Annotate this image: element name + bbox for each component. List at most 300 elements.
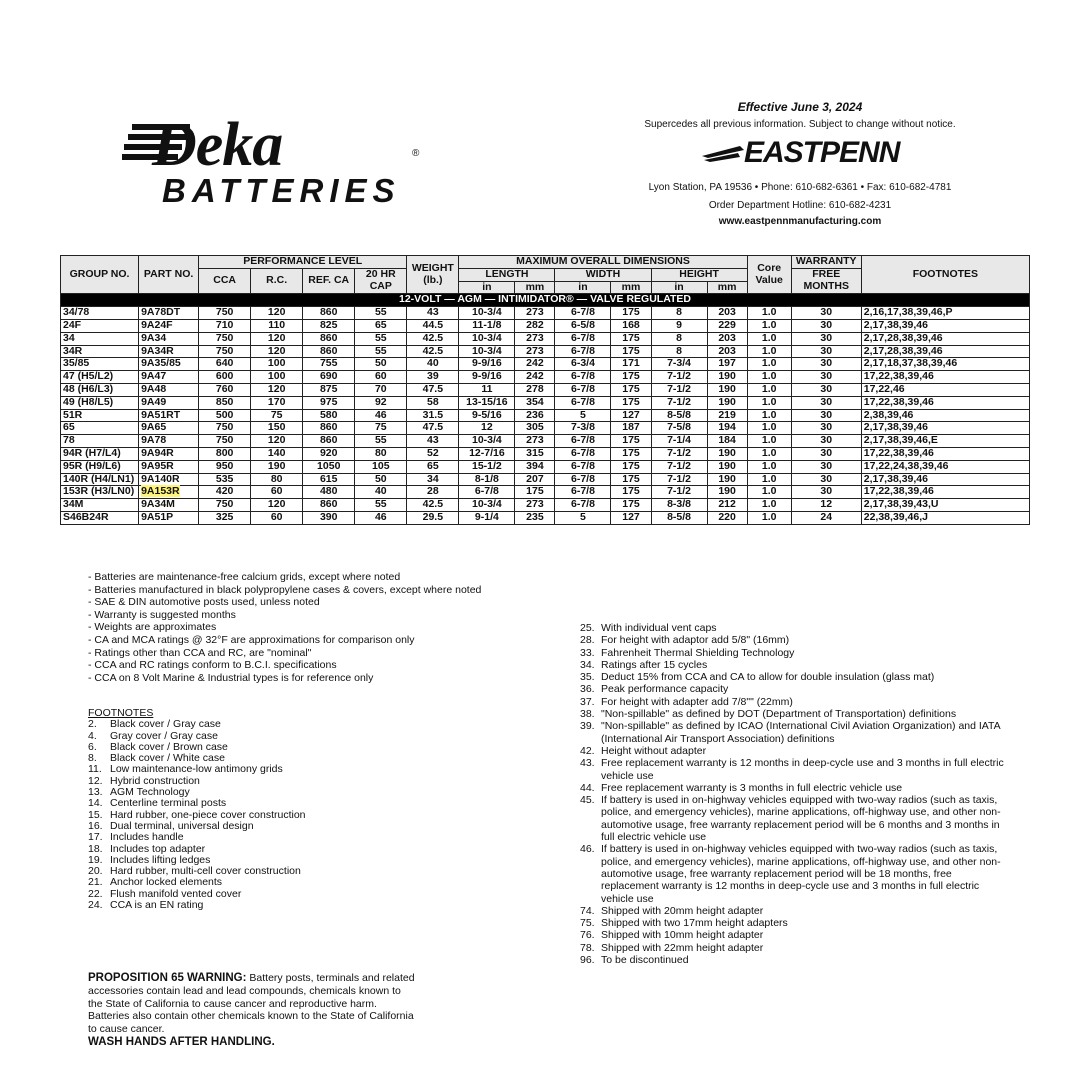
footnote-number: 46. — [580, 843, 595, 856]
company-address: Lyon Station, PA 19536 • Phone: 610-682-6361 • Fax: 610-682-4781 — [648, 182, 952, 193]
core-value-cell: 1.0 — [747, 460, 791, 473]
footnote-number: 42. — [580, 744, 595, 757]
length-mm-cell: 273 — [515, 345, 555, 358]
warranty-cell: 30 — [791, 409, 861, 422]
ref-ca-cell: 480 — [303, 486, 355, 499]
length-mm-cell: 207 — [515, 473, 555, 486]
width-mm-cell: 127 — [611, 511, 651, 524]
width-mm-cell: 171 — [611, 358, 651, 371]
weight-cell: 44.5 — [407, 319, 459, 332]
width-mm-cell: 175 — [611, 345, 651, 358]
part-no-cell: 9A95R — [139, 460, 199, 473]
footnote-item — [580, 905, 1010, 917]
footnote-number: 74. — [580, 904, 595, 917]
part-no-cell: 9A34M — [139, 499, 199, 512]
rc-cell: 110 — [251, 319, 303, 332]
ref-ca-cell: 825 — [303, 319, 355, 332]
footnote-text: Black cover / White case — [110, 752, 225, 765]
length-in-cell: 10-3/4 — [459, 307, 515, 320]
footnotes-cell: 2,38,39,46 — [861, 409, 1029, 422]
footnote-text: Hybrid construction — [110, 774, 200, 787]
length-mm-cell: 175 — [515, 486, 555, 499]
height-in-cell: 9 — [651, 319, 707, 332]
width-mm-cell: 175 — [611, 332, 651, 345]
length-mm-cell: 273 — [515, 499, 555, 512]
footnotes-cell: 2,17,38,39,46,E — [861, 435, 1029, 448]
group-no-cell: 34 — [61, 332, 139, 345]
footnote-number: 25. — [580, 622, 595, 634]
col-width: WIDTH — [555, 268, 651, 281]
footnote-item — [580, 634, 1010, 646]
note-line: - Warranty is suggested months — [88, 608, 236, 621]
ref-ca-cell: 860 — [303, 499, 355, 512]
footnote-text: Includes lifting ledges — [110, 853, 211, 866]
width-mm-cell: 175 — [611, 307, 651, 320]
core-value-cell: 1.0 — [747, 307, 791, 320]
warranty-cell: 30 — [791, 307, 861, 320]
warranty-cell: 30 — [791, 383, 861, 396]
length-in-cell: 15-1/2 — [459, 460, 515, 473]
table-row — [61, 345, 1030, 358]
height-mm-cell: 190 — [707, 486, 747, 499]
table-row — [61, 332, 1030, 345]
weight-cell: 39 — [407, 371, 459, 384]
group-no-cell: 34R — [61, 345, 139, 358]
cap-cell: 92 — [355, 396, 407, 409]
footnote-item — [580, 671, 1010, 683]
footnote-number: 18. — [88, 842, 103, 855]
footnotes-left — [88, 708, 306, 911]
footnote-text: AGM Technology — [110, 786, 190, 799]
cap-cell: 40 — [355, 486, 407, 499]
eastpenn-wordmark: EASTPENN — [744, 136, 900, 169]
weight-cell: 40 — [407, 358, 459, 371]
registered-mark: ® — [412, 148, 420, 159]
order-hotline: Order Department Hotline: 610-682-4231 — [708, 200, 892, 211]
spec-table-body — [61, 294, 1030, 524]
warranty-cell: 30 — [791, 319, 861, 332]
cap-cell: 75 — [355, 422, 407, 435]
width-in-cell: 6-7/8 — [555, 447, 611, 460]
footnotes-cell: 17,22,24,38,39,46 — [861, 460, 1029, 473]
width-mm-cell: 175 — [611, 499, 651, 512]
footnote-item — [580, 782, 1010, 794]
core-value-cell: 1.0 — [747, 422, 791, 435]
col-cca: CCA — [199, 268, 251, 294]
footnotes-cell: 22,38,39,46,J — [861, 511, 1029, 524]
cap-cell: 80 — [355, 447, 407, 460]
table-row — [61, 358, 1030, 371]
width-in-cell: 6-7/8 — [555, 460, 611, 473]
height-in-cell: 8-5/8 — [651, 511, 707, 524]
footnote-number: 45. — [580, 794, 595, 807]
core-value-cell: 1.0 — [747, 371, 791, 384]
table-row — [61, 307, 1030, 320]
length-mm-cell: 282 — [515, 319, 555, 332]
col-warranty: WARRANTY — [791, 256, 861, 269]
length-in-cell: 9-1/4 — [459, 511, 515, 524]
footnote-item — [580, 917, 1010, 929]
note-line: - CCA on 8 Volt Marine & Industrial types is for reference only — [88, 671, 374, 684]
core-value-cell: 1.0 — [747, 409, 791, 422]
length-mm-cell: 354 — [515, 396, 555, 409]
col-20hr-cap: 20 HR CAP — [355, 268, 407, 294]
height-in-cell: 7-1/2 — [651, 473, 707, 486]
rc-cell: 120 — [251, 435, 303, 448]
height-mm-cell: 190 — [707, 460, 747, 473]
length-in-cell: 9-9/16 — [459, 358, 515, 371]
highlighted-part-no: 9A153R — [141, 485, 180, 498]
footnote-item — [580, 683, 1010, 695]
rc-cell: 190 — [251, 460, 303, 473]
footnote-number: 39. — [580, 720, 595, 733]
col-max-dimensions: MAXIMUM OVERALL DIMENSIONS — [459, 256, 747, 269]
footnote-number: 11. — [88, 763, 102, 776]
company-header — [620, 98, 980, 227]
width-mm-cell: 187 — [611, 422, 651, 435]
weight-cell: 47.5 — [407, 383, 459, 396]
footnote-item — [88, 900, 306, 911]
footnote-text: Black cover / Gray case — [110, 718, 221, 731]
height-mm-cell: 190 — [707, 396, 747, 409]
group-no-cell: 24F — [61, 319, 139, 332]
footnote-text: If battery is used in on-highway vehicles equipped with two-way radios (such as taxis, police, and emergency vehicles), marine applications, off-highway use, and other non-automotive usage, free warranty replacement period will be 18 months, free replacement warranty is 12 months in deep-cycle use and 3 months in full electric vehicle use — [601, 843, 1001, 905]
cca-cell: 750 — [199, 307, 251, 320]
cap-cell: 46 — [355, 511, 407, 524]
width-in-cell: 6-7/8 — [555, 435, 611, 448]
height-in-cell: 7-3/4 — [651, 358, 707, 371]
footnotes-cell: 2,17,38,39,46 — [861, 473, 1029, 486]
col-part-no: PART NO. — [139, 256, 199, 294]
table-row — [61, 409, 1030, 422]
height-in-cell: 7-1/2 — [651, 486, 707, 499]
footnote-item — [580, 954, 1010, 966]
footnotes-cell: 2,17,28,38,39,46 — [861, 332, 1029, 345]
width-mm-cell: 175 — [611, 371, 651, 384]
length-in-cell: 10-3/4 — [459, 499, 515, 512]
note-line: - Batteries are maintenance-free calcium grids, except where noted — [88, 571, 401, 583]
warranty-cell: 30 — [791, 332, 861, 345]
footnote-number: 14. — [88, 797, 103, 810]
cap-cell: 55 — [355, 499, 407, 512]
core-value-cell: 1.0 — [747, 435, 791, 448]
length-mm-cell: 273 — [515, 435, 555, 448]
group-no-cell: 47 (H5/L2) — [61, 371, 139, 384]
group-no-cell: 78 — [61, 435, 139, 448]
height-mm-cell: 229 — [707, 319, 747, 332]
group-no-cell: 95R (H9/L6) — [61, 460, 139, 473]
footnote-number: 37. — [580, 695, 595, 708]
group-no-cell: 34/78 — [61, 307, 139, 320]
footnote-number: 22. — [88, 887, 103, 900]
footnote-text: Shipped with two 17mm height adapters — [601, 917, 788, 930]
cap-cell: 70 — [355, 383, 407, 396]
weight-cell: 43 — [407, 307, 459, 320]
length-mm-cell: 242 — [515, 371, 555, 384]
col-core-value: Core Value — [747, 256, 791, 294]
ref-ca-cell: 860 — [303, 307, 355, 320]
height-mm-cell: 190 — [707, 383, 747, 396]
general-notes — [88, 571, 481, 684]
core-value-cell: 1.0 — [747, 447, 791, 460]
table-row — [61, 447, 1030, 460]
footnote-number: 17. — [88, 831, 103, 844]
part-no-cell: 9A94R — [139, 447, 199, 460]
col-free-months: FREE MONTHS — [791, 268, 861, 294]
part-no-cell: 9A78 — [139, 435, 199, 448]
height-mm-cell: 190 — [707, 473, 747, 486]
col-weight: WEIGHT (lb.) — [407, 256, 459, 294]
ref-ca-cell: 860 — [303, 435, 355, 448]
cca-cell: 850 — [199, 396, 251, 409]
warranty-cell: 30 — [791, 358, 861, 371]
footnote-text: To be discontinued — [601, 954, 689, 967]
rc-cell: 100 — [251, 371, 303, 384]
footnote-number: 96. — [580, 954, 595, 967]
width-mm-cell: 175 — [611, 473, 651, 486]
cap-cell: 60 — [355, 371, 407, 384]
footnote-item — [580, 647, 1010, 659]
weight-cell: 42.5 — [407, 499, 459, 512]
rc-cell: 140 — [251, 447, 303, 460]
cap-cell: 65 — [355, 319, 407, 332]
footnote-text: Shipped with 22mm height adapter — [601, 941, 764, 954]
length-mm-cell: 305 — [515, 422, 555, 435]
height-in-cell: 7-1/2 — [651, 447, 707, 460]
core-value-cell: 1.0 — [747, 473, 791, 486]
cca-cell: 750 — [199, 345, 251, 358]
eastpenn-logo — [700, 136, 900, 170]
footnotes-cell: 2,17,28,38,39,46 — [861, 345, 1029, 358]
table-row — [61, 473, 1030, 486]
height-in-cell: 8 — [651, 332, 707, 345]
part-no-cell: 9A49 — [139, 396, 199, 409]
core-value-cell: 1.0 — [747, 332, 791, 345]
footnote-item — [580, 942, 1010, 954]
length-in-cell: 10-3/4 — [459, 332, 515, 345]
table-row — [61, 435, 1030, 448]
rc-cell: 100 — [251, 358, 303, 371]
footnote-text: For height with adaptor add 5/8" (16mm) — [601, 634, 790, 647]
height-in-cell: 8 — [651, 345, 707, 358]
length-mm-cell: 235 — [515, 511, 555, 524]
prop65-warning — [88, 972, 418, 1049]
warranty-cell: 12 — [791, 499, 861, 512]
ref-ca-cell: 975 — [303, 396, 355, 409]
section-label: 12-VOLT — AGM — INTIMIDATOR® — VALVE REGULATED — [61, 294, 1030, 307]
company-website[interactable]: www.eastpennmanufacturing.com — [718, 216, 882, 227]
height-in-cell: 7-1/2 — [651, 371, 707, 384]
part-no-cell: 9A34R — [139, 345, 199, 358]
warranty-cell: 30 — [791, 371, 861, 384]
part-no-cell: 9A78DT — [139, 307, 199, 320]
footnote-text: Anchor locked elements — [110, 876, 223, 889]
footnote-item — [580, 757, 1010, 782]
footnote-text: For height with adapter add 7/8"" (22mm) — [601, 695, 793, 708]
weight-cell: 42.5 — [407, 345, 459, 358]
height-in-cell: 7-1/2 — [651, 383, 707, 396]
cap-cell: 105 — [355, 460, 407, 473]
height-in-cell: 8 — [651, 307, 707, 320]
footnote-item — [88, 798, 306, 809]
warranty-cell: 30 — [791, 345, 861, 358]
col-footnotes: FOOTNOTES — [861, 256, 1029, 294]
height-in-cell: 7-5/8 — [651, 422, 707, 435]
core-value-cell: 1.0 — [747, 486, 791, 499]
footnotes-cell: 17,22,38,39,46 — [861, 371, 1029, 384]
cca-cell: 420 — [199, 486, 251, 499]
height-in-cell: 7-1/2 — [651, 396, 707, 409]
table-row — [61, 422, 1030, 435]
ref-ca-cell: 860 — [303, 332, 355, 345]
weight-cell: 29.5 — [407, 511, 459, 524]
rc-cell: 120 — [251, 307, 303, 320]
cap-cell: 50 — [355, 473, 407, 486]
weight-cell: 34 — [407, 473, 459, 486]
part-no-cell: 9A65 — [139, 422, 199, 435]
group-no-cell: 153R (H3/LN0) — [61, 486, 139, 499]
group-no-cell: 65 — [61, 422, 139, 435]
table-row — [61, 460, 1030, 473]
width-in-cell: 6-7/8 — [555, 383, 611, 396]
width-in-cell: 6-3/4 — [555, 358, 611, 371]
footnote-number: 44. — [580, 781, 595, 794]
footnote-number: 36. — [580, 683, 595, 696]
footnotes-cell: 2,17,38,39,46 — [861, 319, 1029, 332]
height-in-cell: 8-5/8 — [651, 409, 707, 422]
cap-cell: 55 — [355, 435, 407, 448]
width-in-cell: 5 — [555, 409, 611, 422]
ref-ca-cell: 860 — [303, 422, 355, 435]
cca-cell: 710 — [199, 319, 251, 332]
rc-cell: 120 — [251, 345, 303, 358]
length-mm-cell: 394 — [515, 460, 555, 473]
rc-cell: 80 — [251, 473, 303, 486]
width-in-cell: 7-3/8 — [555, 422, 611, 435]
height-mm-cell: 194 — [707, 422, 747, 435]
cca-cell: 750 — [199, 499, 251, 512]
ref-ca-cell: 860 — [303, 345, 355, 358]
prop65-body: Battery posts, terminals and related accessories contain lead and lead compounds, chemicals known to the State of California to cause cancer and reproductive harm. Batteries also contain other chemicals known to the State of California to cause cancer. — [88, 972, 415, 1036]
part-no-cell: 9A35/85 — [139, 358, 199, 371]
footnote-number: 21. — [88, 876, 103, 889]
warranty-cell: 30 — [791, 447, 861, 460]
height-in-cell: 7-1/2 — [651, 460, 707, 473]
footnote-text: Ratings after 15 cycles — [601, 658, 708, 671]
width-in-cell: 5 — [555, 511, 611, 524]
table-row — [61, 383, 1030, 396]
col-performance-level: PERFORMANCE LEVEL — [199, 256, 407, 269]
col-width-in: in — [555, 281, 611, 294]
footnote-item — [580, 708, 1010, 720]
footnote-text: CCA is an EN rating — [110, 899, 204, 912]
ref-ca-cell: 690 — [303, 371, 355, 384]
length-in-cell: 8-1/8 — [459, 473, 515, 486]
footnotes-cell: 2,17,38,39,46 — [861, 422, 1029, 435]
deka-brand-word: Deka — [152, 111, 283, 179]
rc-cell: 120 — [251, 332, 303, 345]
footnote-text: Low maintenance-low antimony grids — [110, 763, 283, 776]
warranty-cell: 30 — [791, 473, 861, 486]
part-no-cell: 9A51P — [139, 511, 199, 524]
section-row — [61, 294, 1030, 307]
footnote-text: Black cover / Brown case — [110, 740, 228, 753]
length-in-cell: 12 — [459, 422, 515, 435]
length-mm-cell: 273 — [515, 307, 555, 320]
footnote-number: 8. — [88, 752, 97, 765]
width-mm-cell: 175 — [611, 383, 651, 396]
length-in-cell: 6-7/8 — [459, 486, 515, 499]
warranty-cell: 30 — [791, 486, 861, 499]
footnotes-right — [580, 622, 1010, 966]
warranty-cell: 30 — [791, 460, 861, 473]
note-line: - CCA and RC ratings conform to B.C.I. specifications — [88, 659, 337, 672]
cca-cell: 950 — [199, 460, 251, 473]
col-width-mm: mm — [611, 281, 651, 294]
width-mm-cell: 127 — [611, 409, 651, 422]
footnote-item — [580, 929, 1010, 941]
col-length-in: in — [459, 281, 515, 294]
rc-cell: 120 — [251, 383, 303, 396]
cca-cell: 535 — [199, 473, 251, 486]
note-line: - SAE & DIN automotive posts used, unless noted — [88, 596, 320, 609]
col-length: LENGTH — [459, 268, 555, 281]
footnote-text: Shipped with 10mm height adapter — [601, 929, 764, 942]
footnote-text: Deduct 15% from CCA and CA to allow for double insulation (glass mat) — [601, 671, 935, 684]
cca-cell: 500 — [199, 409, 251, 422]
warranty-cell: 24 — [791, 511, 861, 524]
height-mm-cell: 197 — [707, 358, 747, 371]
footnote-number: 34. — [580, 658, 595, 671]
footnote-text: "Non-spillable" as defined by DOT (Department of Transportation) definitions — [601, 708, 957, 721]
width-mm-cell: 175 — [611, 486, 651, 499]
footnote-text: With individual vent caps — [601, 622, 717, 634]
footnote-text: "Non-spillable" as defined by ICAO (International Civil Aviation Organization) and IATA (International Air Transport Association) definitions — [601, 720, 1001, 745]
rc-cell: 75 — [251, 409, 303, 422]
length-mm-cell: 236 — [515, 409, 555, 422]
width-in-cell: 6-5/8 — [555, 319, 611, 332]
length-in-cell: 12-7/16 — [459, 447, 515, 460]
footnote-text: Height without adapter — [601, 744, 707, 757]
footnote-number: 24. — [88, 899, 103, 912]
batteries-label: BATTERIES — [162, 172, 401, 209]
cca-cell: 640 — [199, 358, 251, 371]
cca-cell: 760 — [199, 383, 251, 396]
length-mm-cell: 273 — [515, 332, 555, 345]
cca-cell: 750 — [199, 435, 251, 448]
footnote-item — [580, 745, 1010, 757]
footnote-text: Free replacement warranty is 12 months in deep-cycle use and 3 months in full electric vehicle use — [601, 757, 1004, 782]
footnotes-cell: 17,22,38,39,46 — [861, 447, 1029, 460]
footnote-number: 33. — [580, 646, 595, 659]
core-value-cell: 1.0 — [747, 345, 791, 358]
part-no-cell: 9A51RT — [139, 409, 199, 422]
footnote-item — [580, 794, 1010, 843]
core-value-cell: 1.0 — [747, 499, 791, 512]
footnotes-cell: 17,22,38,39,46 — [861, 396, 1029, 409]
footnote-item — [580, 696, 1010, 708]
length-mm-cell: 242 — [515, 358, 555, 371]
length-in-cell: 9-9/16 — [459, 371, 515, 384]
part-no-cell: 9A47 — [139, 371, 199, 384]
warranty-cell: 30 — [791, 422, 861, 435]
col-height-in: in — [651, 281, 707, 294]
col-ref-ca: REF. CA — [303, 268, 355, 294]
footnote-text: Fahrenheit Thermal Shielding Technology — [601, 646, 795, 659]
footnote-number: 35. — [580, 671, 595, 684]
width-mm-cell: 175 — [611, 447, 651, 460]
core-value-cell: 1.0 — [747, 396, 791, 409]
